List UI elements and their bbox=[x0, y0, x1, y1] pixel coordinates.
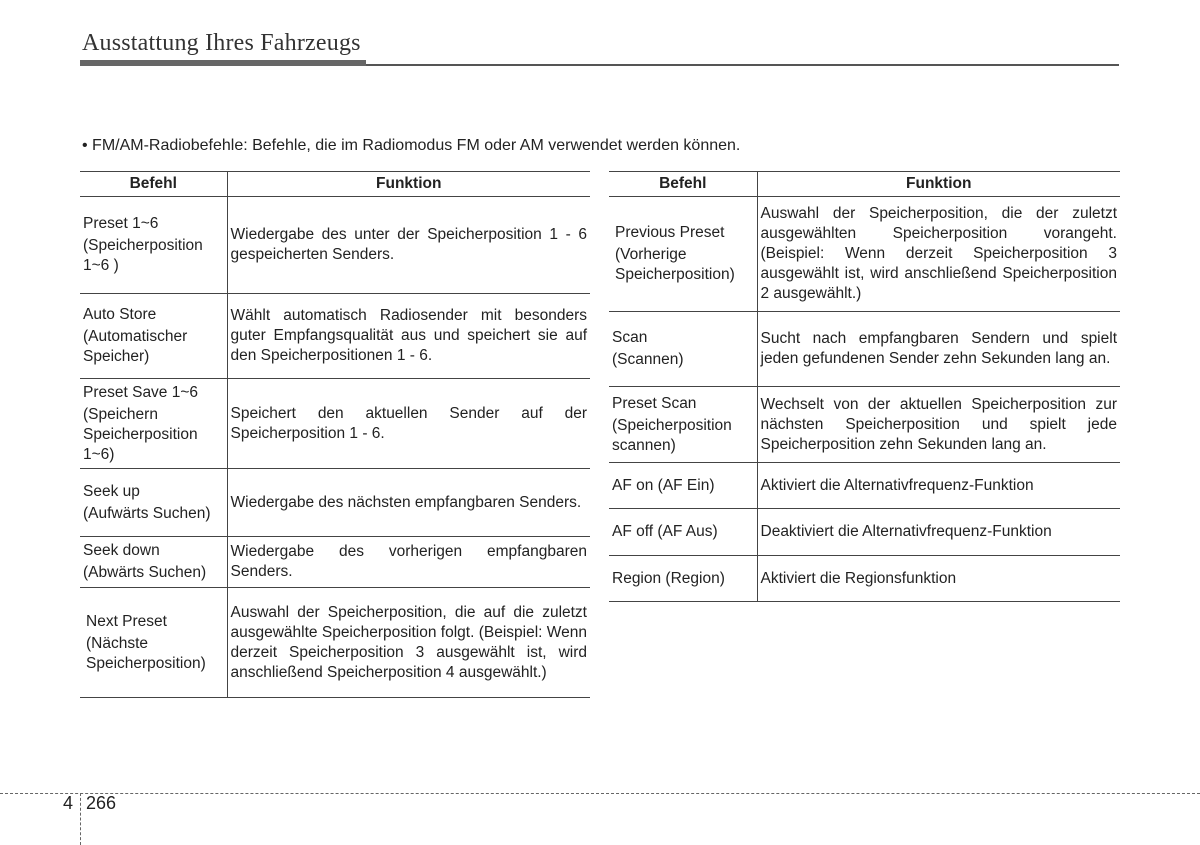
commands-table-right bbox=[609, 171, 1120, 602]
command-cell: Region (Region) bbox=[609, 556, 757, 602]
command-translation: (Nächste Speicherposition) bbox=[86, 634, 206, 672]
command-cell bbox=[80, 379, 227, 469]
header-rule bbox=[366, 64, 1119, 66]
function-cell: Deaktiviert die Alternativfrequenz-Funktion bbox=[757, 509, 1120, 556]
table-header-row bbox=[80, 172, 590, 197]
command-translation: (Speichern Speicherposition 1~6) bbox=[83, 405, 198, 463]
table-row bbox=[609, 387, 1120, 463]
commands-table-left bbox=[80, 171, 590, 698]
table-row bbox=[609, 463, 1120, 509]
command-translation: (Automatischer Speicher) bbox=[83, 328, 188, 365]
command-cell bbox=[80, 197, 227, 294]
command-cell bbox=[80, 588, 227, 698]
command-cell bbox=[80, 294, 227, 379]
function-cell: Speichert den aktuellen Sender auf der Speicherposition 1 - 6. bbox=[227, 379, 590, 469]
command-name: Seek up bbox=[83, 482, 140, 500]
command-translation: (Speicherposition scannen) bbox=[612, 416, 732, 454]
command-name: Scan bbox=[612, 329, 648, 346]
column-header-command: Befehl bbox=[609, 172, 757, 197]
table-row bbox=[80, 379, 590, 469]
function-cell: Aktiviert die Alternativfrequenz-Funktion bbox=[757, 463, 1120, 509]
table-row bbox=[609, 312, 1120, 387]
table-row bbox=[609, 556, 1120, 602]
table-row bbox=[80, 294, 590, 379]
table-header-row bbox=[609, 172, 1120, 197]
table-row bbox=[80, 197, 590, 294]
column-header-command: Befehl bbox=[80, 172, 227, 197]
table-row bbox=[80, 469, 590, 537]
function-cell: Wechselt von der aktuellen Speicherposition zur nächsten Speicherposition und spielt jede Speicherposition zehn Sekunden lang an. bbox=[757, 387, 1120, 463]
command-cell bbox=[609, 312, 757, 387]
command-translation: (Scannen) bbox=[612, 351, 684, 368]
function-cell: Auswahl der Speicherposition, die der zuletzt ausgewählten Speicherposition vorangeht. (Beispiel: Wenn derzeit Speicherposition 3 ausgewählt ist, wird anschließend Speicherposition 2 ausgewählt.) bbox=[757, 197, 1120, 312]
table-row bbox=[609, 197, 1120, 312]
chapter-number: 4 bbox=[63, 793, 74, 813]
page-number: 266 bbox=[86, 793, 117, 813]
table-row bbox=[609, 509, 1120, 556]
footer-divider bbox=[0, 793, 1200, 794]
column-header-function: Funktion bbox=[227, 172, 590, 197]
command-name: Seek down bbox=[83, 542, 160, 559]
command-translation: (Vorherige Speicherposition) bbox=[615, 246, 735, 283]
function-cell: Aktiviert die Regionsfunktion bbox=[757, 556, 1120, 602]
command-cell bbox=[80, 469, 227, 537]
command-cell: AF on (AF Ein) bbox=[609, 463, 757, 509]
command-name: Preset Save 1~6 bbox=[83, 383, 199, 401]
function-cell: Wählt automatisch Radiosender mit besonders guter Empfangsqualität aus und speichert sie auf den Speicherpositionen 1 - 6. bbox=[227, 294, 590, 379]
column-header-function: Funktion bbox=[757, 172, 1120, 197]
page-header-title: Ausstattung Ihres Fahrzeugs bbox=[82, 30, 361, 56]
command-translation: (Abwärts Suchen) bbox=[83, 564, 207, 581]
table-row bbox=[80, 588, 590, 698]
table-row bbox=[80, 537, 590, 588]
function-cell: Sucht nach empfangbaren Sendern und spielt jeden gefundenen Sender zehn Sekunden lang an. bbox=[757, 312, 1120, 387]
command-cell bbox=[609, 197, 757, 312]
function-cell: Wiedergabe des vorherigen empfangbaren Senders. bbox=[227, 537, 590, 588]
header-accent-bar bbox=[80, 60, 366, 66]
command-name: Next Preset bbox=[86, 612, 167, 630]
function-cell: Auswahl der Speicherposition, die auf die zuletzt ausgewählte Speicherposition folgt. (Beispiel: Wenn derzeit Speicherposition 3 ausgewählt ist, wird anschließend Speicherposition 4 ausgewählt.) bbox=[227, 588, 590, 698]
command-name: Preset 1~6 bbox=[83, 215, 159, 232]
command-cell bbox=[80, 537, 227, 588]
command-translation: (Aufwärts Suchen) bbox=[83, 504, 211, 522]
command-name: Auto Store bbox=[83, 306, 157, 323]
function-cell: Wiedergabe des unter der Speicherposition 1 - 6 gespeicherten Senders. bbox=[227, 197, 590, 294]
command-cell bbox=[609, 387, 757, 463]
command-cell: AF off (AF Aus) bbox=[609, 509, 757, 556]
function-cell: Wiedergabe des nächsten empfangbaren Senders. bbox=[227, 469, 590, 537]
command-name: Previous Preset bbox=[615, 224, 725, 241]
command-name: Preset Scan bbox=[612, 394, 697, 412]
intro-text: • FM/AM-Radiobefehle: Befehle, die im Radiomodus FM oder AM verwendet werden können. bbox=[82, 137, 741, 154]
footer-vertical-divider bbox=[80, 793, 81, 845]
command-translation: (Speicherposition 1~6 ) bbox=[83, 237, 203, 274]
